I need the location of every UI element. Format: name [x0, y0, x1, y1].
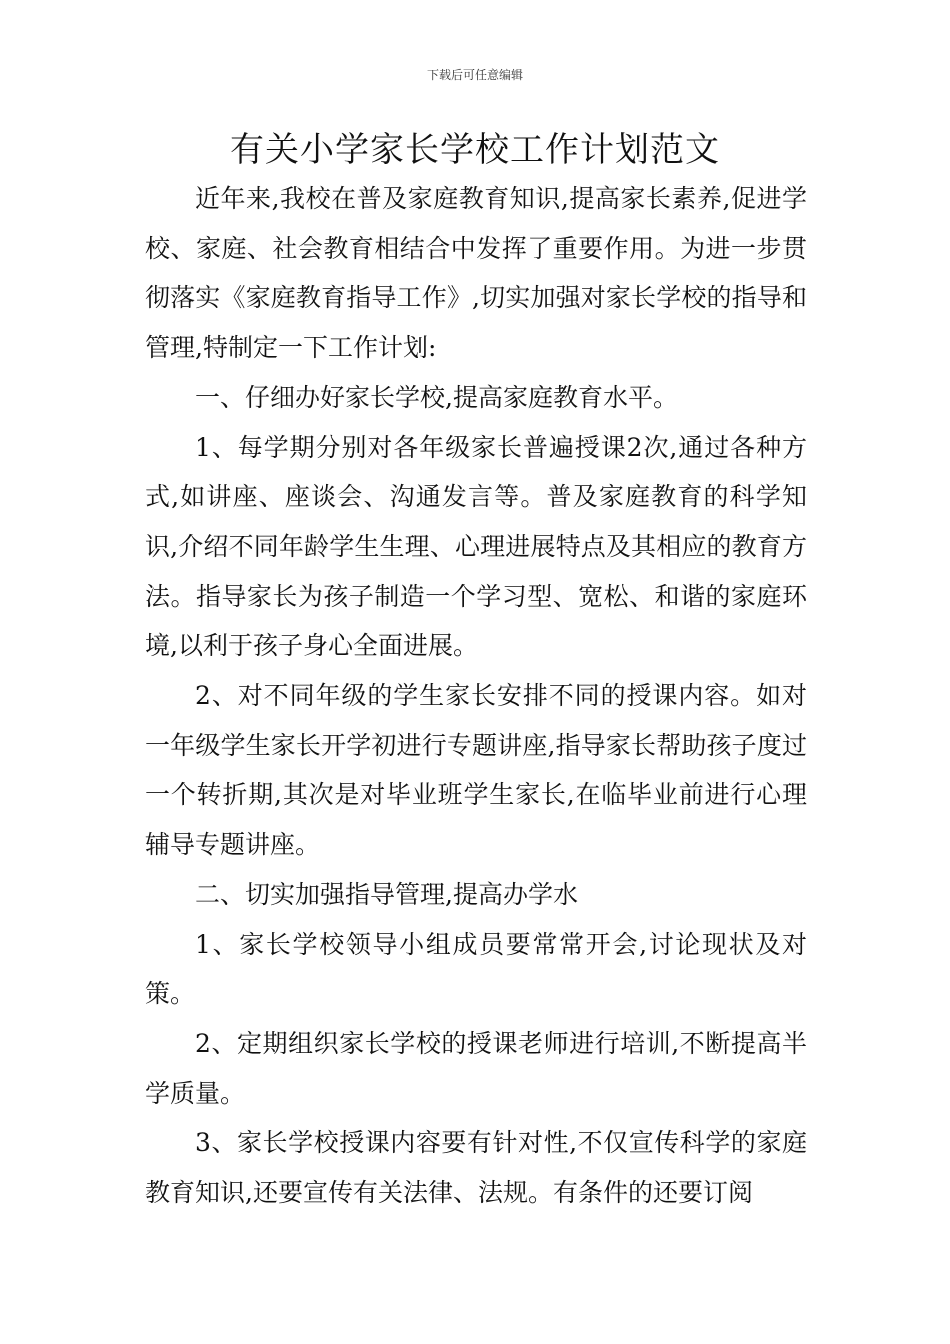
paragraph-item-2-1: 1、家长学校领导小组成员要常常开会,讨论现状及对策。: [145, 929, 807, 1009]
paragraph-item-2-3: 3、家长学校授课内容要有针对性,不仅宣传科学的家庭教育知识,还要宣传有关法律、法规。有条件的还要订阅: [145, 1128, 807, 1208]
header-note: 下载后可任意编辑: [426, 68, 523, 82]
paragraph-section-2-heading: 二、切实加强指导管理,提高办学水: [195, 879, 578, 909]
paragraph-item-1-2: 2、对不同年级的学生家长安排不同的授课内容。如对一年级学生家长开学初进行专题讲座,指导家长帮助孩子度过一个转折期,其次是对毕业班学生家长,在临毕业前进行心理辅导专题讲座。: [145, 681, 807, 860]
paragraph-item-1-1: 1、每学期分别对各年级家长普遍授课2次,通过各种方式,如讲座、座谈会、沟通发言等。普及家庭教育的科学知识,介绍不同年龄学生生理、心理进展特点及其相应的教育方法。指导家长为孩子制造一个学习型、宽松、和谐的家庭环境,以利于孩子身心全面进展。: [145, 432, 807, 661]
paragraph-section-1-heading: 一、仔细办好家长学校,提高家庭教育水平。: [195, 382, 678, 412]
document-title: 有关小学家长学校工作计划范文: [230, 130, 720, 170]
document-body: [145, 174, 807, 1218]
paragraph-intro: 近年来,我校在普及家庭教育知识,提高家长素养,促进学校、家庭、社会教育相结合中发挥了重要作用。为进一步贯彻落实《家庭教育指导工作》,切实加强对家长学校的指导和管理,特制定一下工作计划:: [145, 184, 807, 363]
paragraph-item-2-2: 2、定期组织家长学校的授课老师进行培训,不断提高半学质量。: [145, 1028, 807, 1108]
